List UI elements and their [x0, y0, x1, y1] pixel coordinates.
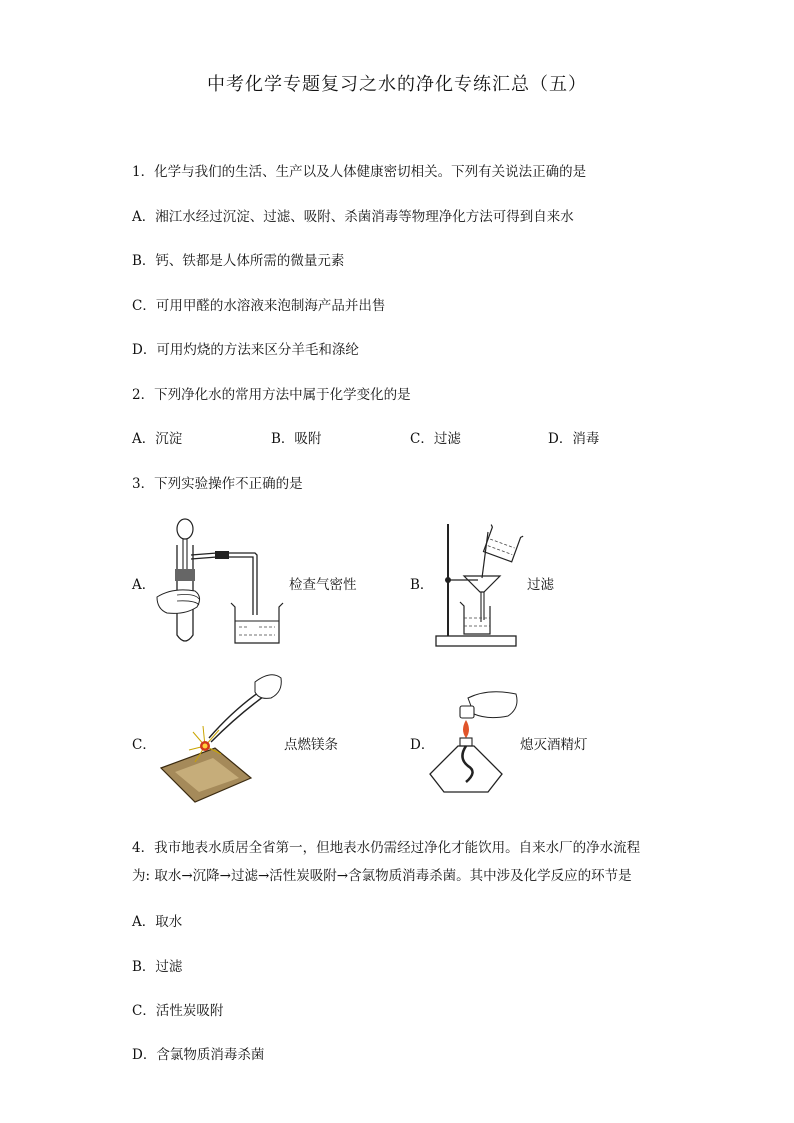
q4-option-b: B．过滤 [132, 959, 183, 975]
q2-stem: 2．下列净化水的常用方法中属于化学变化的是 [132, 387, 411, 403]
q2-option-b: B．吸附 [271, 431, 322, 447]
q2-option-c: C．过滤 [410, 431, 461, 447]
q3-figure-d-letter: D． [410, 737, 435, 753]
q3-figure-b-caption: 过滤 [527, 577, 554, 593]
page-title: 中考化学专题复习之水的净化专练汇总（五） [207, 74, 587, 95]
airtightness-check-icon [155, 515, 285, 650]
q3-figure-d-caption: 熄灭酒精灯 [520, 737, 588, 753]
q3-figure-a-caption: 检查气密性 [289, 577, 357, 593]
q1-option-a: A．湘江水经过沉淀、过滤、吸附、杀菌消毒等物理净化方法可得到自来水 [132, 209, 574, 225]
q4-stem-line1: 4．我市地表水质居全省第一，但地表水仍需经过净化才能饮用。自来水厂的净水流程 [132, 840, 641, 856]
q4-option-c: C．活性炭吸附 [132, 1003, 224, 1019]
q1-option-d: D．可用灼烧的方法来区分羊毛和涤纶 [132, 342, 359, 358]
q4-option-d: D．含氯物质消毒杀菌 [132, 1047, 265, 1063]
q4-option-a: A．取水 [132, 914, 183, 930]
burning-magnesium-icon [155, 668, 285, 806]
filtration-apparatus-icon [428, 522, 533, 650]
q3-stem: 3．下列实验操作不正确的是 [132, 476, 303, 492]
q3-figure-a-letter: A． [132, 577, 156, 593]
q1-stem: 1．化学与我们的生活、生产以及人体健康密切相关。下列有关说法正确的是 [132, 164, 587, 180]
q2-option-d: D．消毒 [548, 431, 600, 447]
q3-figure-c-caption: 点燃镁条 [284, 737, 338, 753]
q1-option-c: C．可用甲醛的水溶液来泡制海产品并出售 [132, 298, 386, 314]
q2-option-a: A．沉淀 [132, 431, 183, 447]
q4-stem-line2: 为: 取水→沉降→过滤→活性炭吸附→含氯物质消毒杀菌。其中涉及化学反应的环节是 [132, 868, 632, 884]
q3-figure-b-letter: B． [410, 577, 434, 593]
q1-option-b: B．钙、铁都是人体所需的微量元素 [132, 253, 345, 269]
q2-options [132, 427, 652, 447]
alcohol-lamp-icon [428, 688, 523, 796]
q3-figure-c-letter: C． [132, 737, 156, 753]
